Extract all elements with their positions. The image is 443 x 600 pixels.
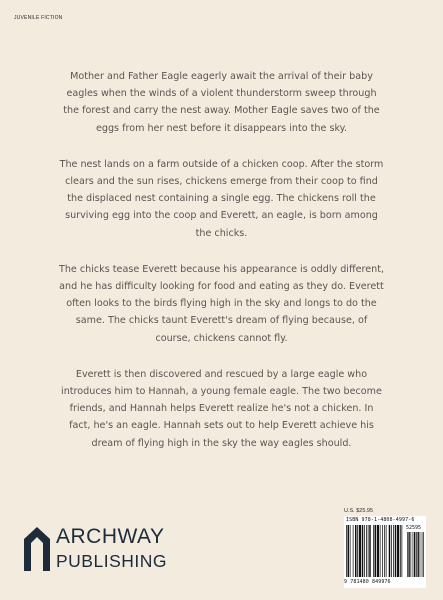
barcode-bar xyxy=(368,525,369,577)
barcode-bar xyxy=(369,525,371,577)
barcode-digits: 9 781480 849976 xyxy=(344,579,391,585)
barcode-addon-bar xyxy=(408,532,409,577)
barcode-bar xyxy=(350,525,351,577)
barcode-bar xyxy=(382,525,383,577)
barcode-addon-bar xyxy=(413,532,414,577)
barcode-bar xyxy=(389,525,391,577)
isbn-text: ISBN 978-1-4808-4997-6 xyxy=(346,517,415,523)
book-description xyxy=(58,68,385,452)
barcode-bar xyxy=(348,525,350,577)
barcode-bar xyxy=(353,525,354,577)
barcode-bar xyxy=(386,525,387,577)
category-label: JUVENILE FICTION xyxy=(14,15,63,21)
barcode-bar xyxy=(377,525,379,577)
barcode-bar xyxy=(380,525,381,577)
barcode-bar xyxy=(373,525,374,577)
publisher-name-line2: PUBLISHING xyxy=(56,551,167,571)
barcode-bar xyxy=(393,525,394,577)
barcode-bar xyxy=(375,525,377,577)
barcode-bar xyxy=(395,525,397,577)
barcode-bar xyxy=(346,525,347,577)
barcode-addon-bar xyxy=(414,532,415,577)
blurb-paragraph-3: The chicks tease Everett because his appearance is oddly different, and he has difficulty looking for food and eating as they do. Everett often looks to the birds flying high in the sky and longs to do the same. The chicks taunt Everett's dream of flying because, of course, chickens cannot fly. xyxy=(58,263,385,344)
barcode-bar xyxy=(357,525,358,577)
publisher-logo xyxy=(24,525,167,580)
barcode-bar xyxy=(355,525,357,577)
publisher-name-line1: ARCHWAY xyxy=(56,525,165,548)
barcode-bar xyxy=(397,525,399,577)
barcode-bar xyxy=(364,525,365,577)
barcode-bar xyxy=(384,525,385,577)
barcode-bar xyxy=(402,525,403,577)
barcode-addon-bar xyxy=(423,532,424,577)
barcode-bars xyxy=(346,525,424,579)
barcode-bar xyxy=(400,525,401,577)
barcode-bar xyxy=(362,525,364,577)
barcode-addon-bar xyxy=(411,532,412,577)
archway-arch-icon xyxy=(24,525,50,571)
barcode-bar xyxy=(359,525,361,577)
barcode-addon-digits: 52595 xyxy=(406,525,422,531)
price-label: U.S. $25.95 xyxy=(344,508,374,514)
barcode xyxy=(344,516,426,588)
blurb-paragraph-2: The nest lands on a farm outside of a chicken coop. After the storm clears and the sun rises, chickens emerge from their coop to find the displaced nest containing a single egg. The chickens roll the surviving egg into the coop and Everett, an eagle, is born among the chicks. xyxy=(59,158,384,239)
barcode-bar xyxy=(366,525,367,577)
blurb-paragraph-1: Mother and Father Eagle eagerly await the arrival of their baby eagles when the winds of a violent thunderstorm sweep through the forest and carry the nest away. Mother Eagle saves two of the eggs from her nest before it disappears into the sky. xyxy=(63,71,380,134)
blurb-paragraph-4: Everett is then discovered and rescued by a large eagle who introduces him to Hannah, a young female eagle. The two become friends, and Hannah helps Everett realize he's not a chicken. In fact, he's an eagle. Hannah sets out to help Everett achieve his dream of flying high in the sky the way eagles should. xyxy=(61,368,382,449)
barcode-addon-bar xyxy=(422,532,423,577)
barcode-addon-bar xyxy=(407,532,408,577)
barcode-addon-bar xyxy=(420,532,421,577)
barcode-addon-bar xyxy=(416,532,417,577)
barcode-addon-bar xyxy=(418,532,419,577)
barcode-bar xyxy=(391,525,392,577)
